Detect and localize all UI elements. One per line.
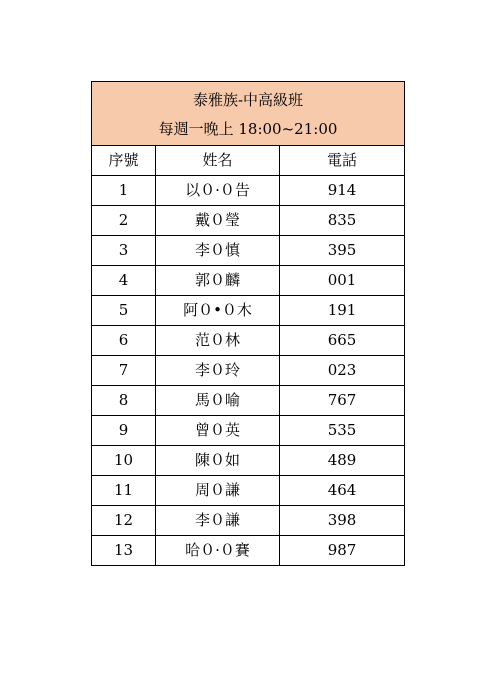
cell-name: 周０謙 bbox=[156, 476, 280, 506]
cell-name: 范０林 bbox=[156, 326, 280, 356]
cell-phone: 023 bbox=[280, 356, 405, 386]
cell-seq: 2 bbox=[92, 206, 156, 236]
cell-name: 阿０•０木 bbox=[156, 296, 280, 326]
table-row bbox=[92, 326, 405, 356]
schedule-row bbox=[92, 115, 405, 146]
cell-seq: 4 bbox=[92, 266, 156, 296]
cell-phone: 665 bbox=[280, 326, 405, 356]
cell-phone: 987 bbox=[280, 536, 405, 566]
cell-phone: 489 bbox=[280, 446, 405, 476]
table-row bbox=[92, 266, 405, 296]
cell-phone: 191 bbox=[280, 296, 405, 326]
cell-name: 戴０瑩 bbox=[156, 206, 280, 236]
cell-name: 以０·０告 bbox=[156, 176, 280, 206]
cell-seq: 5 bbox=[92, 296, 156, 326]
cell-phone: 767 bbox=[280, 386, 405, 416]
cell-seq: 13 bbox=[92, 536, 156, 566]
cell-phone: 395 bbox=[280, 236, 405, 266]
cell-seq: 6 bbox=[92, 326, 156, 356]
table-row bbox=[92, 206, 405, 236]
cell-name: 陳０如 bbox=[156, 446, 280, 476]
cell-name: 哈０·０賽 bbox=[156, 536, 280, 566]
title-row bbox=[92, 82, 405, 116]
cell-phone: 398 bbox=[280, 506, 405, 536]
cell-phone: 535 bbox=[280, 416, 405, 446]
cell-phone: 835 bbox=[280, 206, 405, 236]
table-row bbox=[92, 506, 405, 536]
header-seq: 序號 bbox=[92, 146, 156, 176]
table-row bbox=[92, 236, 405, 266]
cell-seq: 1 bbox=[92, 176, 156, 206]
cell-name: 馬０喻 bbox=[156, 386, 280, 416]
cell-name: 李０慎 bbox=[156, 236, 280, 266]
cell-phone: 914 bbox=[280, 176, 405, 206]
class-roster-table bbox=[91, 81, 405, 566]
header-name: 姓名 bbox=[156, 146, 280, 176]
table-row bbox=[92, 386, 405, 416]
cell-seq: 10 bbox=[92, 446, 156, 476]
table-row bbox=[92, 356, 405, 386]
table-row bbox=[92, 446, 405, 476]
class-schedule: 每週一晚上 18:00~21:00 bbox=[92, 115, 405, 146]
cell-seq: 7 bbox=[92, 356, 156, 386]
cell-seq: 9 bbox=[92, 416, 156, 446]
cell-phone: 464 bbox=[280, 476, 405, 506]
class-title: 泰雅族-中高級班 bbox=[92, 82, 405, 116]
header-phone: 電話 bbox=[280, 146, 405, 176]
table-row bbox=[92, 176, 405, 206]
table-row bbox=[92, 416, 405, 446]
cell-name: 郭０麟 bbox=[156, 266, 280, 296]
cell-seq: 11 bbox=[92, 476, 156, 506]
cell-name: 曾０英 bbox=[156, 416, 280, 446]
cell-seq: 8 bbox=[92, 386, 156, 416]
cell-name: 李０謙 bbox=[156, 506, 280, 536]
table-row bbox=[92, 296, 405, 326]
cell-seq: 3 bbox=[92, 236, 156, 266]
column-header-row bbox=[92, 146, 405, 176]
cell-name: 李０玲 bbox=[156, 356, 280, 386]
cell-phone: 001 bbox=[280, 266, 405, 296]
cell-seq: 12 bbox=[92, 506, 156, 536]
table-row bbox=[92, 476, 405, 506]
table-row bbox=[92, 536, 405, 566]
